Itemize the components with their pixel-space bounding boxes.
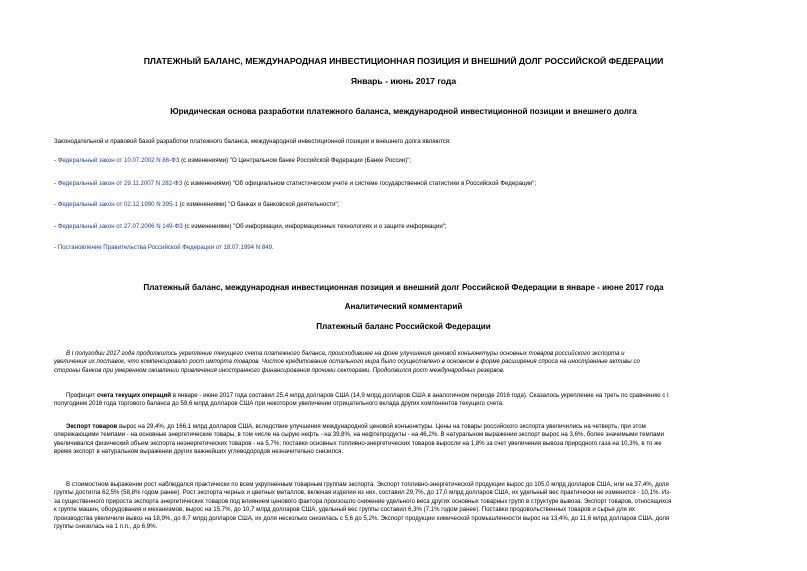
law-link[interactable]: Федеральный закон от 27.07.2006 N 149-ФЗ — [57, 223, 183, 230]
paragraph-line — [54, 423, 774, 431]
law-link[interactable]: Федеральный закон от 10.07.2002 N 86-ФЗ — [57, 157, 180, 164]
paragraph-current-account — [54, 392, 774, 409]
list-dash: - — [54, 223, 58, 230]
list-dash: - — [54, 157, 58, 164]
section-heading: Платежный баланс Российской Федерации — [316, 322, 491, 331]
law-link[interactable]: Федеральный закон от 29.11.2007 N 282-ФЗ — [57, 180, 183, 187]
paragraph-export-structure — [54, 481, 774, 531]
paragraph-line: полугодием 2016 года торгового баланса до 59,6 млрд долларов США при некотором увеличении отрицательного вклада других компонентов текущего счета. — [54, 400, 504, 408]
document-title: ПЛАТЕЖНЫЙ БАЛАНС, МЕЖДУНАРОДНАЯ ИНВЕСТИЦИОННАЯ ПОЗИЦИЯ И ВНЕШНИЙ ДОЛГ РОССИЙСКОЙ ФЕДЕРАЦИИ — [143, 56, 664, 66]
paragraph-line: В стоимостном выражении рост наблюдался практически по всем укрупненным товарным группам экспорта. Экспорт топливно-энергетической продукции вырос до 105,0 млрд долларов США, или на 37,4%, доля — [66, 481, 669, 488]
paragraph-line: опережающими темпами - на основные энергетические товары, в том числе на сырую нефть - на 39,8%, на нефтепродукты - на 46,2%. В натуральном выражении экспорт вырос на 3,6%, более значимыми темпами — [54, 431, 664, 439]
list-dash: - — [54, 201, 58, 208]
bold-term: счета текущих операций — [96, 392, 172, 399]
law-description: (с изменениями) "О Центральном банке Российской Федерации (Банке России)"; — [179, 157, 412, 164]
law-description: (с изменениями) "Об информации, информационных технологиях и о защите информации"; — [182, 223, 447, 230]
legal-item — [54, 180, 536, 187]
legal-item — [54, 223, 447, 230]
paragraph-line: к группе машин, оборудования и механизмов, вырос на 15,7%, до 10,7 млрд долларов США, удельный вес группы составил 6,3% (7,1% годом ранее). Поставки продовольственных товаров и сырья для их — [54, 506, 635, 514]
commentary-subheading: Аналитический комментарий — [344, 302, 463, 311]
legal-item — [54, 201, 339, 208]
law-description: . — [272, 244, 274, 251]
paragraph-exports — [54, 423, 774, 457]
text-run: в январе - июне 2017 года составил 25,4 млрд долларов США (14,9 млрд долларов США в аналогичном периоде 2016 года). Сказалось укрепление на треть по сравнению с I — [171, 392, 669, 399]
list-dash: - — [54, 180, 58, 187]
document-period: Январь - июнь 2017 года — [350, 76, 457, 86]
paragraph-summary — [54, 350, 774, 375]
legal-item — [54, 157, 411, 164]
paragraph-line: производства увеличили вывоз на 18,9%, до 8,7 млрд долларов США, их доля несколько снизилась с 5,6 до 5,2%. Экспорт продукции химической промышленности вырос на 13,4%, до 11,6 млрд долларов США, доля — [54, 514, 670, 522]
commentary-heading: Платежный баланс, международная инвестиционная позиция и внешний долг Российской Федерации в январе - июне 2017 года — [143, 283, 664, 292]
paragraph-line: группы снизилась на 1 п.п., до 6,9%. — [54, 523, 158, 531]
law-description: (с изменениями) "Об официальном статистическом учете и системе государственной статистики в Российской Федерации"; — [182, 180, 537, 187]
law-link[interactable]: Федеральный закон от 02.12.1990 N 395-1 — [57, 201, 178, 208]
legal-heading: Юридическая основа разработки платежного баланса, международной инвестиционной позиции и внешнего долга — [170, 107, 637, 116]
paragraph-line: В I полугодии 2017 года продолжилось укрепление текущего счета платежного баланса, происходившее на фоне улучшения ценовой конъюнктуры основных товаров российского экспорта и — [66, 350, 625, 357]
paragraph-line: за существенного прироста экспорта энергетических товаров под влиянием ценового фактора произошло снижение удельного веса других основных товарных групп в структуре вывоза. Экспорт товаров, относящихся — [54, 497, 672, 505]
bold-term: Экспорт товаров — [66, 423, 118, 430]
paragraph-line: стороны банков при умеренном оживлении привлечения иностранного финансирования прочими секторами. Продолжился рост международных резервов. — [54, 366, 505, 374]
paragraph-line: группы достигла 62,5% (58,8% годом ранее). Рост экспорта черных и цветных металлов, включая изделия из них, составил 29,7%, до 17,0 млрд долларов США, их удельный вес практически не изменился - 10,1%. Из- — [54, 489, 671, 497]
paragraph-line: увеличивался физический объем экспорта неэнергетических товаров - на 5,7%; поставки основных топливно-энергетических товаров выросли на 1,8% за счет увеличения вывоза природного газа на 10,3%, в то же — [54, 439, 662, 447]
paragraph-line: время экспорт в натуральном выражении других важнейших углеводородов незначительно снизился. — [54, 448, 344, 456]
law-link[interactable]: Постановление Правительства Российской Федерации от 18.07.1994 N 849 — [57, 244, 272, 251]
paragraph-line: увеличения их поставок, что компенсировало рост импорта товаров. Чистое кредитование остального мира было осуществлено в основном в форме расширения спроса на иностранные активы со — [54, 358, 640, 366]
list-dash: - — [54, 244, 58, 251]
text-run: Профицит — [66, 392, 97, 399]
text-run: вырос на 29,4%, до 166,1 млрд долларов США, вследствие улучшения международной ценовой конъюнктуры. Цены на товары российского экспорта увеличились на четверть, при этом — [117, 423, 646, 430]
paragraph-line — [54, 392, 774, 400]
law-description: (с изменениями) "О банках и банковской деятельности"; — [177, 201, 340, 208]
legal-item — [54, 244, 274, 251]
legal-intro: Законодательной и правовой базой разработки платежного баланса, международной инвестиционной позиции и внешнего долга являются: — [54, 138, 451, 145]
